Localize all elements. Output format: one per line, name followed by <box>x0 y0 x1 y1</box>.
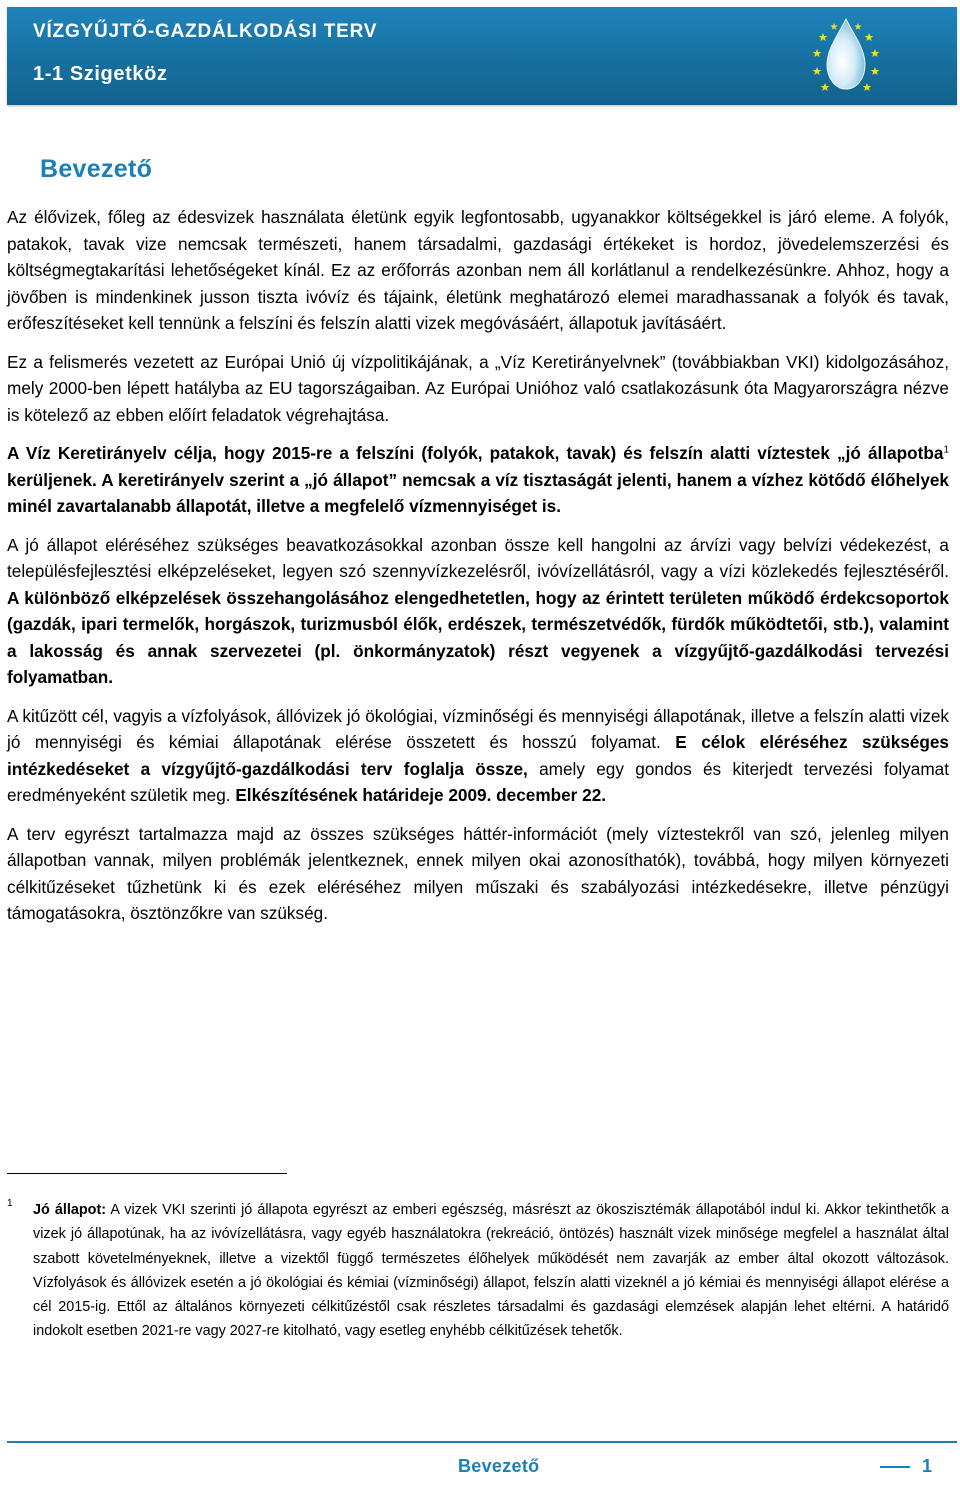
paragraph-3-bold-b: kerüljenek. A keretirányelv szerint a „jó állapot” nemcsak a víz tisztaságát jelenti, hanem a vízhez kötődő élőhelyek minél zavartalanabb állapotát, illetve a megfelelő vízmennyiséget is. <box>7 469 949 516</box>
paragraph-3-bold-a: A Víz Keretirányelv célja, hogy 2015-re a felszíni (folyók, patakok, tavak) és felszín alatti víztestek „jó állapotba <box>7 443 944 463</box>
document-title: VÍZGYŰJTŐ-GAZDÁLKODÁSI TERV <box>33 21 378 42</box>
paragraph-4 <box>7 532 949 691</box>
main-content <box>7 204 949 939</box>
document-subtitle: 1-1 Szigetköz <box>33 63 168 85</box>
paragraph-2: Ez a felismerés vezetett az Európai Unió új vízpolitikájának, a „Víz Keretirányelvnek” (továbbiakban VKI) kidolgozásához, mely 2000-ben lépett hatályba az EU tagországaiban. Az Európai Unióhoz való csatlakozásunk óta Magyarországra nézve is kötelező az ebben előírt feladatok végrehajtása. <box>7 351 949 425</box>
paragraph-6: A terv egyrészt tartalmazza majd az összes szükséges háttér-információt (mely víztestekről van szó, jelenleg milyen állapotban vannak, milyen problémák jelentkeznek, ennek milyen okai azonosíthatók), továbbá, hogy milyen környezeti célkitűzéseket tűzhetünk ki és ezek eléréséhez milyen műszaki és szabályozási intézkedésekre, illetve pénzügyi támogatásokra, ösztönzőkre van szükség. <box>7 823 949 923</box>
section-heading: Bevezető <box>40 155 153 183</box>
footnote-number: 1 <box>7 1198 13 1209</box>
eu-water-drop-logo-icon <box>807 11 885 101</box>
page-number: 1 <box>921 1456 932 1476</box>
paragraph-5-bold-a: E célok eléréséhez szükséges intézkedéseket a vízgyűjtő-gazdálkodási terv foglalja össze, <box>7 732 949 779</box>
footer-dash <box>880 1466 910 1468</box>
paragraph-5-text-b: amely egy gondos és kiterjedt tervezési folyamat eredményeként születik meg. <box>7 758 949 805</box>
footnote-text: A vizek VKI szerinti jó állapota egyrészt az emberi egészség, másrészt az ökoszisztémák állapotából indul ki. Akkor tekinthetők a vizek jó állapotúnak, ha az ivóvízellátásra, vagy egyéb használatokra (rekreáció, öntözés) használt vizek minősége megfelel a használat által szabott követelményeknek, illetve a vizektől függő természetes élőhelyek működését nem zavarják az ember által okozott változások. Vízfolyások és állóvizek esetén a jó ökológiai és kémiai (vízminőségi) állapot, felszín alatti vizeknél a jó kémiai és mennyiségi állapot elérése a cél 2015-ig. Ettől az általános környezeti célkitűzéstől csak részletes társadalmi és gazdasági elemzések alapján lehet eltérni. A határidő indokolt esetben 2021-re vagy 2027-re kitolható, vagy esetleg enyhébb célkitűzések tehetők. <box>33 1202 950 1340</box>
footnote-divider <box>7 1173 287 1174</box>
footnote <box>33 1198 949 1344</box>
footnote-reference[interactable]: 1 <box>943 444 949 456</box>
paragraph-1: Az élővizek, főleg az édesvizek használata életünk egyik legfontosabb, ugyanakkor költségekkel is járó eleme. A folyók, patakok, tavak vize nemcsak természeti, hanem társadalmi, gazdasági értékeket is hordoz, jövedelemszerzési és költségmegtakarítási lehetőségeket kínál. Ez az erőforrás azonban nem áll korlátlanul a rendelkezésünkre. Ahhoz, hogy a jövőben is mindenkinek jusson tiszta ivóvíz és tájaink, életünk meghatározó elemei maradhassanak a folyók és tavak, erőfeszítéseket kell tennünk a felszíni és felszín alatti vizek megóvásáért, állapotuk javításáért. <box>7 207 949 333</box>
paragraph-5 <box>7 703 949 809</box>
paragraph-4-text: A jó állapot eléréséhez szükséges beavatkozásokkal azonban össze kell hangolni az árvízi vagy belvízi védekezést, a településfejlesztési elképzeléseket, legyen szó szennyvízkezelésről, ivóvízellátásról, vagy a vízi közlekedés fejlesztéséről. <box>7 534 949 581</box>
page-header <box>7 7 957 105</box>
footer-divider <box>7 1441 957 1443</box>
paragraph-5-deadline: Elkészítésének határideje 2009. december 22. <box>235 785 607 805</box>
paragraph-3 <box>7 440 949 520</box>
footnote-term: Jó állapot: <box>33 1202 107 1218</box>
paragraph-4-bold: A különböző elképzelések összehangolásához elengedhetetlen, hogy az érintett területen működő érdekcsoportok (gazdák, ipari termelők, horgászok, turizmusból élők, erdészek, természetvédők, fürdők működtetői, stb.), valamint a lakosság és annak szervezetei (pl. önkormányzatok) részt vegyenek a vízgyűjtő-gazdálkodási tervezési folyamatban. <box>7 587 949 687</box>
paragraph-5-text: A kitűzött cél, vagyis a vízfolyások, állóvizek jó ökológiai, vízminőségi és mennyiségi állapotának, illetve a felszín alatti vizek jó mennyiségi és kémiai állapotának elérése összetett és hosszú folyamat. <box>7 705 949 752</box>
footer-section-title: Bevezető <box>458 1456 540 1476</box>
